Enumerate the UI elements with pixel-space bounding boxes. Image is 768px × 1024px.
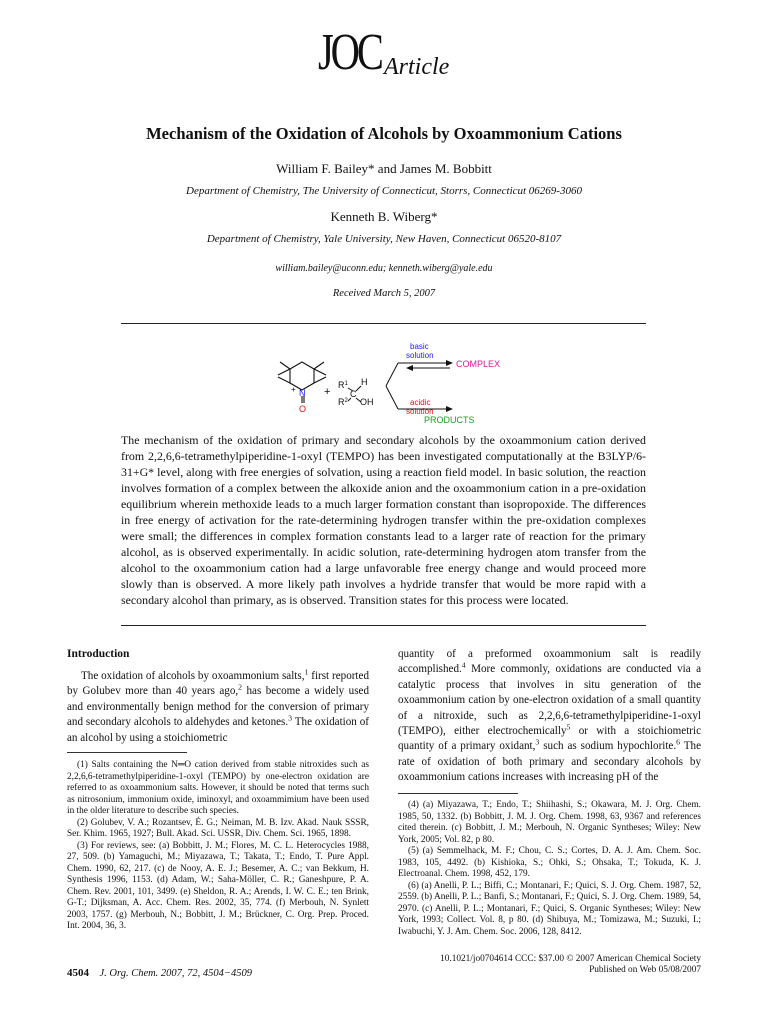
abstract-text: The mechanism of the oxidation of primary and secondary alcohols by the oxoammonium cation derived from 2,2,6,6-tetramethylpiperidine-1-oxyl (TEMPO) has been investigated computationally at the B3LYP/6-31+G* level, along with free energies of solvation, using a reaction field model. In basic solution, the reaction involves formation of a complex between the alkoxide anion and the oxoammonium cation in a pre-oxidation equilibrium wherein methoxide leads to a much larger formation constant than isopropoxide. The differences in free energy of activation for the rate-determining hydrogen transfer within the pre-oxidation complexes were small; the differences in complex formation constants lead to a larger rate of reaction for the primary alcohol, as is observed experimentally. In acidic solution, rate-determining hydrogen atom transfer from the alcohol to the oxoammonium cation had a large unfavorable free energy change and would proceed more slowly than is observed. A more likely path involves a hydride transfer that would be more rapid with a secondary alcohol than primary, as is observed. Transition states for this process were located.: [121, 433, 646, 607]
footer-published: Published on Web 05/08/2007: [589, 965, 701, 975]
complex-label: COMPLEX: [456, 359, 501, 369]
author-emails[interactable]: william.bailey@uconn.edu; kenneth.wiberg@yale.edu: [275, 263, 493, 274]
journal-logo-sub: Article: [384, 54, 450, 80]
tempo-oxygen: O: [299, 404, 307, 414]
footnote-4: (4) (a) Miyazawa, T.; Endo, T.; Shiihashi, S.; Okawara, M. J. Org. Chem. 1985, 50, 1332. (b) Bobbitt, J. M. J. Org. Chem. 1998, 63, 9367 and references cited therein. (c) Bobbitt, J. M.; Merbouh, N. Organic Syntheses; Wiley: New York, 2005; Vol. 82, p 80.: [398, 800, 701, 845]
intro-text-a: The oxidation of alcohols by oxoammonium salts,: [81, 670, 305, 682]
footnote-rule-left: [67, 752, 187, 753]
tempo-nitrogen: N: [299, 388, 306, 398]
intro-text-d: The oxidation of an alcohol by using a stoichiometric: [67, 716, 369, 744]
intro-paragraph-continued: [398, 647, 701, 786]
footer-doi-block: [440, 954, 701, 976]
basic-label-2: solution: [406, 351, 434, 360]
products-label: PRODUCTS: [424, 415, 475, 425]
c-label: C: [350, 389, 357, 399]
footer-citation-block: [67, 967, 252, 979]
intro-text-b: first reported by Golubev more than 40 years ago,: [67, 670, 369, 698]
basic-label-1: basic: [410, 342, 429, 351]
journal-logo-main: JOC: [318, 24, 381, 81]
right-text-4: such as sodium hypochlorite.: [539, 740, 677, 753]
article-title: Mechanism of the Oxidation of Alcohols by Oxoammonium Cations: [146, 124, 622, 143]
ref-3b[interactable]: 3: [535, 737, 540, 747]
footer-doi[interactable]: 10.1021/jo0704614 CCC: $37.00 © 2007 American Chemical Society: [440, 954, 701, 964]
r2-sub: 2: [344, 398, 348, 404]
oh-label: OH: [360, 397, 374, 407]
abstract-top-rule: [121, 323, 646, 324]
footnote-1: (1) Salts containing the N═O cation derived from stable nitroxides such as 2,2,6,6-tetramethylpiperidine-1-oxyl (TEMPO) by one-electron oxidation are referred to as oxoammonium salts. However, it should be noted that terms such as nitrosonium, immonium oxide, iminoxyl, and oxoammimium have been used in the older literature to describe such species.: [67, 760, 369, 816]
footnote-5: (5) (a) Semmelhack, M. F.; Chou, C. S.; Cortes, D. A. J. Am. Chem. Soc. 1983, 105, 4492. (b) Kishioka, S.; Ohki, S.; Ohsaka, T.; Tokuda, K. J. Electroanal. Chem. 1998, 452, 179.: [398, 846, 701, 879]
journal-logo: [318, 26, 468, 80]
tempo-charge: +: [291, 385, 296, 394]
ref-6[interactable]: 6: [676, 737, 681, 747]
reaction-scheme: [250, 335, 520, 427]
r1-label: R: [338, 380, 345, 390]
intro-text-c: has become a widely used and environmentally benign method for the conversion of primary and secondary alcohols to aldehydes and ketones.: [67, 685, 370, 729]
section-heading-introduction: Introduction: [67, 648, 130, 660]
received-date: Received March 5, 2007: [332, 288, 436, 299]
acidic-label-2: solution: [406, 407, 434, 416]
acidic-label-1: acidic: [410, 398, 431, 407]
abstract-bottom-rule: [121, 625, 646, 626]
right-text-1: quantity of a preformed oxoammonium salt is readily accomplished.: [398, 648, 701, 676]
footnotes-right: [398, 800, 701, 938]
footnotes-left: [67, 760, 369, 933]
journal-citation: J. Org. Chem. 2007, 72, 4504−4509: [99, 968, 253, 979]
r2-label: R: [338, 397, 345, 407]
affiliation-1: Department of Chemistry, The University of Connecticut, Storrs, Connecticut 06269-3060: [186, 185, 582, 197]
ref-2[interactable]: 2: [238, 682, 243, 692]
r1-sub: 1: [344, 381, 348, 387]
right-text-5: The rate of oxidation of both primary and secondary alcohols by oxoammonium cations increases with increasing pH of the: [398, 740, 701, 784]
affiliation-2: Department of Chemistry, Yale University, New Haven, Connecticut 06520-8107: [206, 233, 562, 245]
footnote-rule-right: [398, 793, 518, 794]
svg-text:R2: [338, 397, 349, 407]
plus-sign: +: [324, 386, 331, 398]
footnote-6: (6) (a) Anelli, P. L.; Biffi, C.; Montanari, F.; Quici, S. J. Org. Chem. 1987, 52, 2559. (b) Anelli, P. L.; Banfi, S.; Montanari, F.; Quici, S. J. Org. Chem. 1989, 54, 2970. (c) Anelli, P. L.; Montanari, F.; Quici, S. Organic Syntheses; Wiley: New York, 1993; Collect. Vol. 8, p 80. (d) Shibuya, M.; Tomizawa, M.; Suzuki, I.; Iwabuchi, Y. J. Am. Chem. Soc. 2006, 128, 8412.: [398, 880, 701, 937]
svg-text:R1: [338, 380, 349, 390]
intro-paragraph: [67, 669, 369, 746]
ref-4[interactable]: 4: [461, 660, 466, 670]
page-number: 4504: [67, 967, 89, 979]
h-label: H: [361, 377, 368, 387]
footnote-2: (2) Golubev, V. A.; Rozantsev, É. G.; Neiman, M. B. Izv. Akad. Nauk SSSR, Ser. Khim. 1965, 1927; Bull. Akad. Sci. USSR, Div. Chem. Sci. 1965, 1898.: [67, 817, 369, 839]
ref-1[interactable]: 1: [304, 667, 309, 677]
authors-2: Kenneth B. Wiberg*: [330, 209, 438, 224]
authors-1: William F. Bailey* and James M. Bobbitt: [276, 161, 492, 176]
footnote-3: (3) For reviews, see: (a) Bobbitt, J. M.; Flores, M. C. L. Heterocycles 1988, 27, 509. (b) Yamaguchi, M.; Miyazawa, T.; Takata, T.; Endo, T. Pure Appl. Chem. 1990, 62, 217. (c) de Nooy, A. E. J.; Besemer, A. C.; van Bekkum, H. Synthesis 1996, 1153. (d) Adam, W.; Saha-Möller, C. R.; Ganeshpure, P. A. Chem. Rev. 2001, 101, 3499. (e) Sheldon, R. A.; Arends, I. W. C. E.; ten Brink, G-T.; Dijksman, A. Acc. Chem. Res. 2002, 35, 774. (f) Merbouh, N. Synlett 2003, 1757. (g) Merbouh, N.; Bobbitt, J. M.; Brückner, C. Org. Prep. Proced. Int. 2004, 36, 3.: [67, 840, 369, 931]
ref-3[interactable]: 3: [288, 713, 293, 723]
right-text-2: More commonly, oxidations are conducted via a catalytic process that involves in situ generation of the oxoammonium cation by one-electron oxidation of a small quantity of a nitroxide, such as 2,2,6,6-tetramethylpiperidine-1-oxyl (TEMPO), either electrochemically: [398, 663, 701, 738]
ref-5[interactable]: 5: [566, 722, 571, 732]
right-text-3: or with a stoichiometric quantity of a primary oxidant,: [398, 725, 702, 753]
